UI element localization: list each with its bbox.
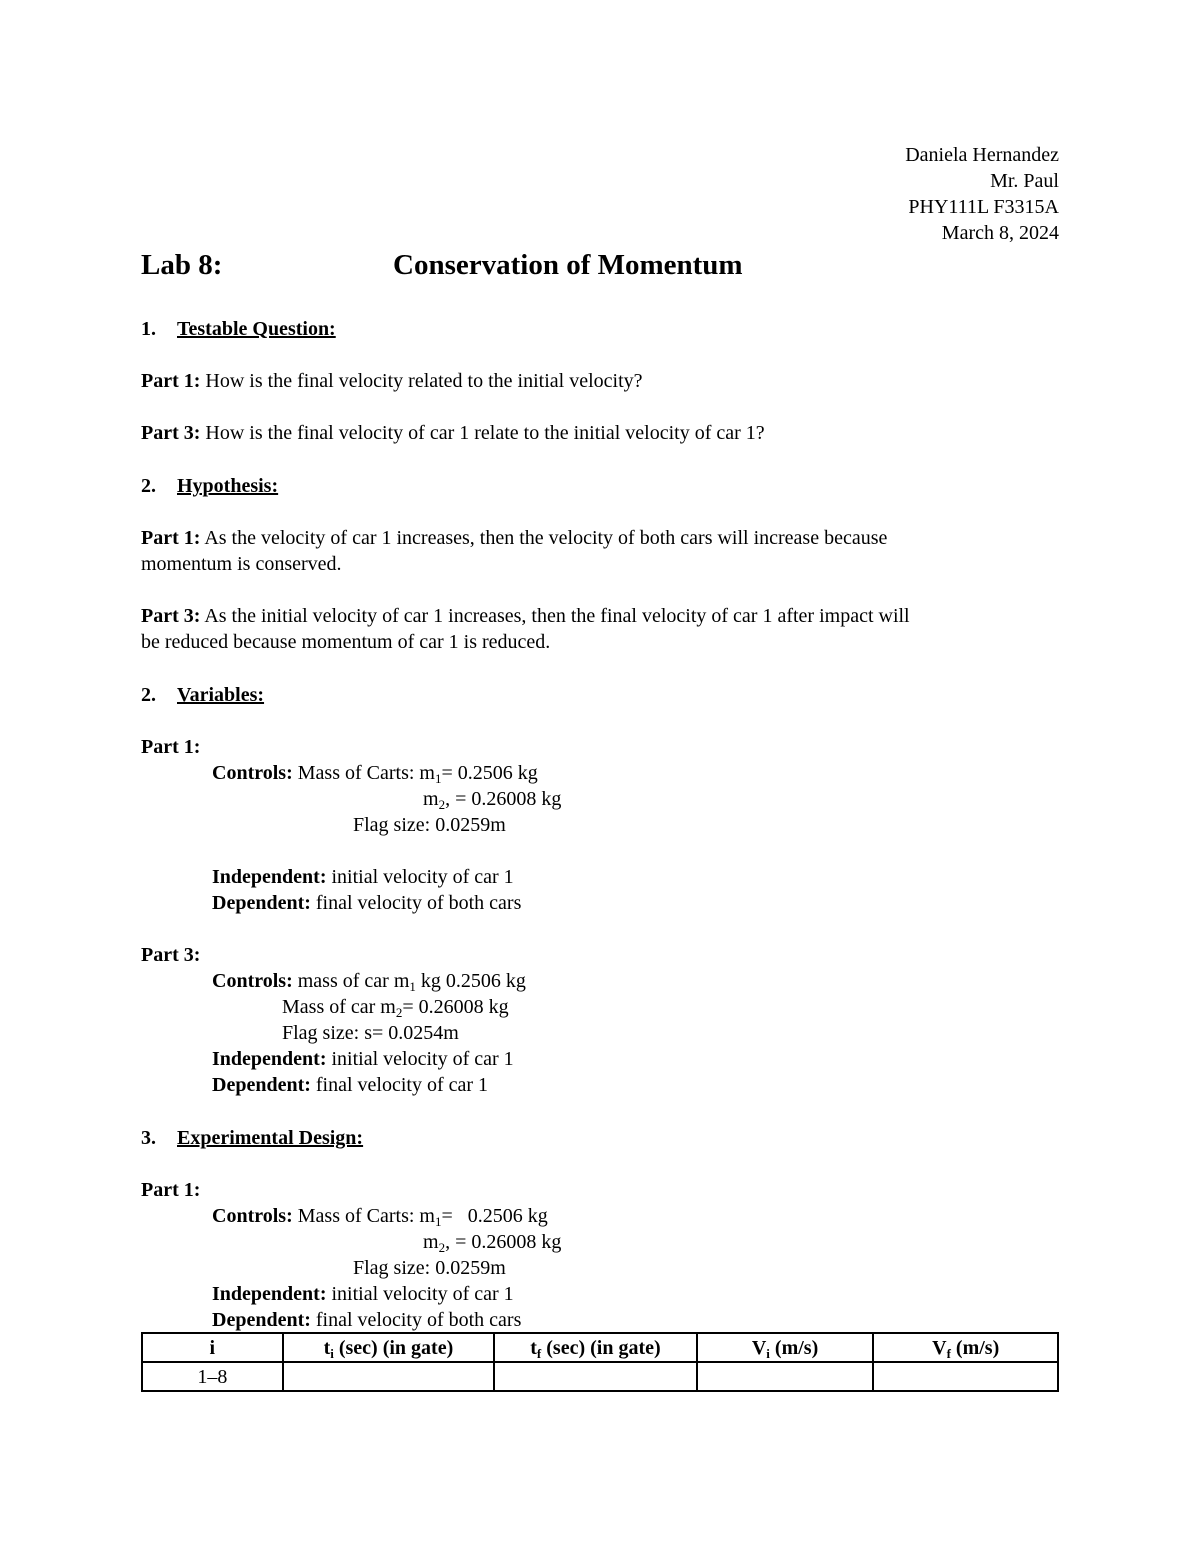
variables-part3-controls: Controls: mass of car $m_1$ kg 0.2506 kg bbox=[212, 970, 526, 994]
question-part1: Part 1: How is the final velocity related to the initial velocity? bbox=[141, 370, 643, 392]
variables-part1-label: Part 1: bbox=[141, 736, 201, 758]
variables-part1-dependent: Dependent: final velocity of both cars bbox=[212, 892, 522, 914]
header-i: i bbox=[142, 1333, 283, 1362]
section-heading-variables: 2. Variables: bbox=[141, 684, 265, 706]
question-part3: Part 3: How is the final velocity of car 1 relate to the initial velocity of car 1? bbox=[141, 422, 765, 444]
header-block bbox=[905, 142, 1059, 246]
header-vf: $V_f$ (m/s) bbox=[873, 1333, 1058, 1362]
cell-vi bbox=[697, 1362, 874, 1391]
variables-part1-independent: Independent: initial velocity of car 1 bbox=[212, 866, 514, 888]
hypothesis-part3-line1: Part 3: As the initial velocity of car 1 increases, then the final velocity of car 1 after impact will bbox=[141, 605, 910, 627]
variables-part1-controls: Controls: Mass of Carts: $m_1= 0.2506$ kg bbox=[212, 762, 538, 786]
section-heading-hypothesis: 2. Hypothesis: bbox=[141, 475, 279, 497]
data-table bbox=[141, 1332, 1059, 1392]
cell-tf bbox=[494, 1362, 697, 1391]
cell-vf bbox=[873, 1362, 1058, 1391]
hypothesis-part3-line2: be reduced because momentum of car 1 is reduced. bbox=[141, 631, 551, 653]
header-tf: $t_f$ (sec) (in gate) bbox=[494, 1333, 697, 1362]
variables-part3-flag: Flag size: s= 0.0254m bbox=[282, 1022, 459, 1044]
teacher-name: Mr. Paul bbox=[990, 170, 1059, 192]
cell-i: 1–8 bbox=[142, 1362, 283, 1391]
hypothesis-part1-line1: Part 1: As the velocity of car 1 increases, then the velocity of both cars will increase because bbox=[141, 527, 888, 549]
hypothesis-part1-line2: momentum is conserved. bbox=[141, 553, 342, 575]
variables-part1-flag: Flag size: 0.0259m bbox=[353, 814, 506, 836]
author-name: Daniela Hernandez bbox=[905, 144, 1059, 166]
report-date: March 8, 2024 bbox=[941, 222, 1059, 244]
section-heading-experimental-design: 3. Experimental Design: bbox=[141, 1127, 364, 1149]
variables-part3-dependent: Dependent: final velocity of car 1 bbox=[212, 1074, 489, 1096]
design-dependent: Dependent: final velocity of both cars bbox=[212, 1309, 522, 1331]
lab-number: Lab 8: bbox=[141, 249, 223, 281]
lab-topic: Conservation of Momentum bbox=[393, 249, 743, 281]
design-m2: $m_2$, = 0.26008 kg bbox=[423, 1231, 562, 1255]
table-header-row bbox=[142, 1333, 1058, 1362]
table-row bbox=[142, 1362, 1058, 1391]
design-flag: Flag size: 0.0259m bbox=[353, 1257, 506, 1279]
variables-part3-independent: Independent: initial velocity of car 1 bbox=[212, 1048, 514, 1070]
design-part1-label: Part 1: bbox=[141, 1179, 201, 1201]
design-independent: Independent: initial velocity of car 1 bbox=[212, 1283, 514, 1305]
course-code: PHY111L F3315A bbox=[908, 196, 1059, 218]
design-controls: Controls: Mass of Carts: $m_1= 0.2506$ kg bbox=[212, 1205, 548, 1229]
section-heading-testable-question: 1. Testable Question: bbox=[141, 318, 336, 340]
header-vi: $V_i$ (m/s) bbox=[697, 1333, 874, 1362]
variables-part1-m2: $m_2$, = 0.26008 kg bbox=[423, 788, 562, 812]
variables-part3-label: Part 3: bbox=[141, 944, 201, 966]
variables-part3-m2: Mass of car $m_2= 0.26008$ kg bbox=[282, 996, 509, 1020]
page-title bbox=[141, 248, 743, 282]
header-ti: $t_i$ (sec) (in gate) bbox=[283, 1333, 495, 1362]
cell-ti bbox=[283, 1362, 495, 1391]
